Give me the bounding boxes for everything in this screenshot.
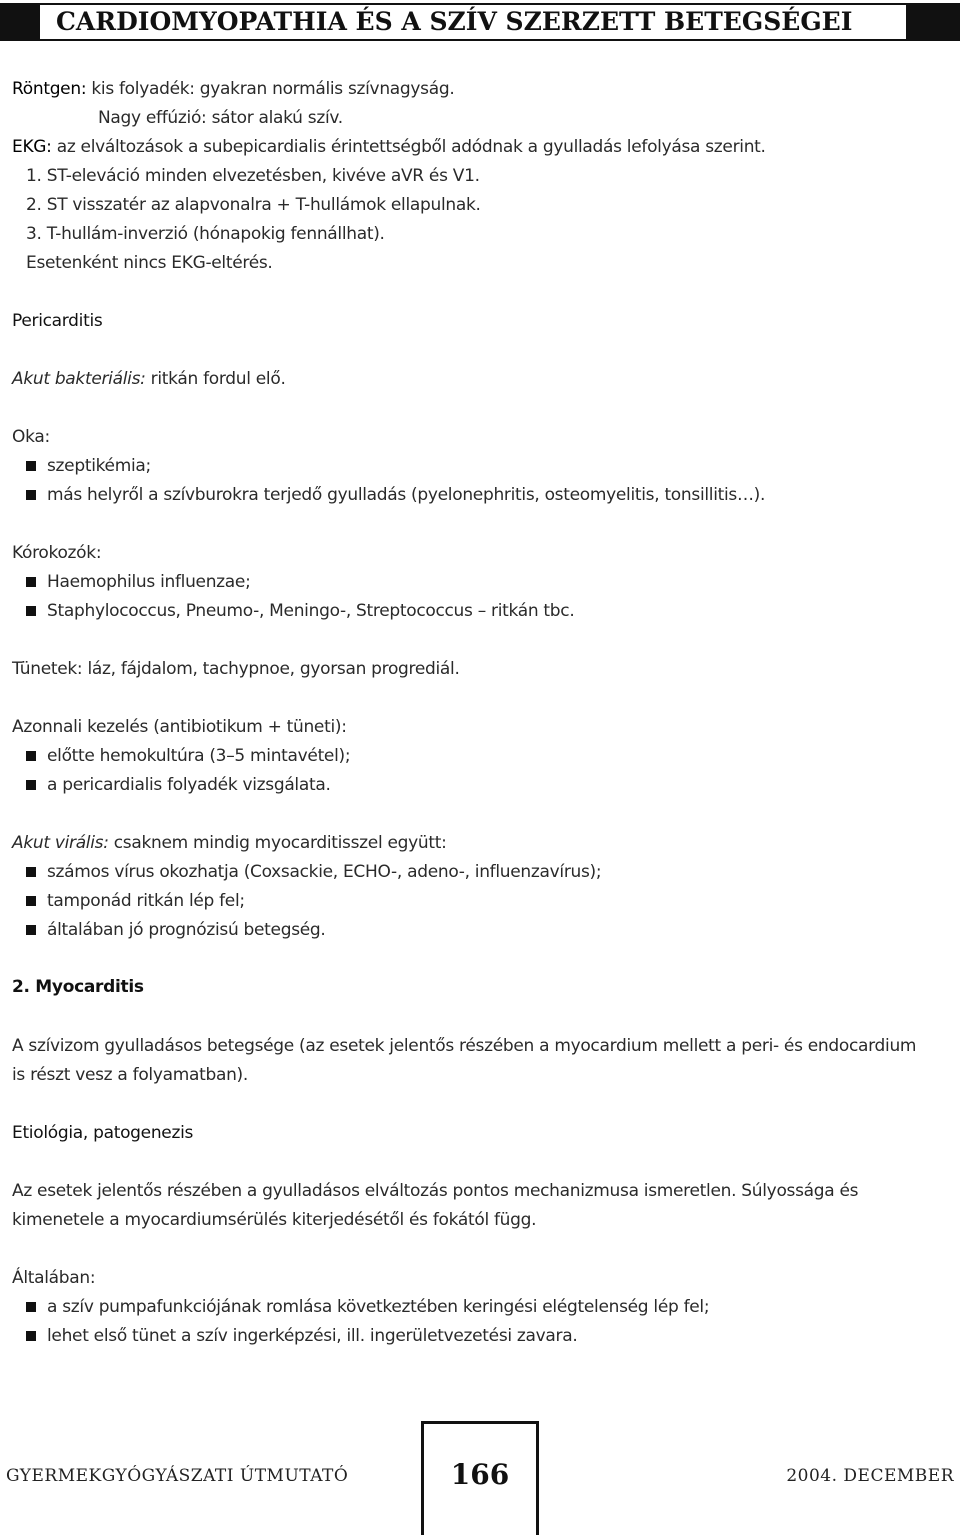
altalaban-label: Általában: [12,1268,96,1288]
etiologia-text-1: Az esetek jelentős részében a gyulladásos elváltozás pontos mechanizmusa ismeretlen. Súlyossága és [12,1181,859,1201]
altalaban-item-1: a szív pumpafunkciójának romlása következtében keringési elégtelenség lép fel; [47,1297,710,1317]
pericarditis-heading: Pericarditis [12,311,103,331]
etiologia-heading: Etiológia, patogenezis [12,1123,194,1143]
kezeles-item-2: a pericardialis folyadék vizsgálata. [47,775,331,795]
bullet [26,490,36,500]
rontgen-text-2: Nagy effúzió: sátor alakú szív. [98,108,343,128]
viralis-item-3: általában jó prognózisú betegség. [47,920,326,940]
footer-publication: GYERMEKGYÓGYÁSZATI ÚTMUTATÓ [6,1466,349,1486]
bullet [26,1302,36,1312]
viralis-label: Akut virális: [12,833,109,853]
viralis-text: csaknem mindig myocarditisszel együtt: [113,833,447,853]
korokozok-label: Kórokozók: [12,543,102,563]
bullet [26,751,36,761]
ekg-item-4: Esetenként nincs EKG-eltérés. [26,253,273,273]
rontgen-label: Röntgen: [12,79,87,99]
myocarditis-text-1: A szívizom gyulladásos betegsége (az esetek jelentős részében a myocardium mellett a peri- és endocardium [12,1036,917,1056]
korokozok-item-2: Staphylococcus, Pneumo-, Meningo-, Streptococcus – ritkán tbc. [47,601,575,621]
bullet [26,925,36,935]
ekg-item-2: 2. ST visszatér az alapvonalra + T-hullámok ellapulnak. [26,195,481,215]
chapter-title: CARDIOMYOPATHIA ÉS A SZÍV SZERZETT BETEGSÉGEI [40,3,906,41]
viralis-item-1: számos vírus okozhatja (Coxsackie, ECHO-, adeno-, influenzavírus); [47,862,602,882]
viralis-line [12,831,447,855]
tunetek-line: Tünetek: láz, fájdalom, tachypnoe, gyorsan progrediál. [12,659,460,679]
ekg-item-3: 3. T-hullám-inverzió (hónapokig fennállhat). [26,224,385,244]
oka-item-1: szeptikémia; [47,456,151,476]
bullet [26,461,36,471]
ekg-item-1: 1. ST-eleváció minden elvezetésben, kivéve aVR és V1. [26,166,480,186]
bullet [26,577,36,587]
kezeles-item-1: előtte hemokultúra (3–5 mintavétel); [47,746,351,766]
oka-item-2: más helyről a szívburokra terjedő gyulladás (pyelonephritis, osteomyelitis, tonsillitis…). [47,485,766,505]
kezeles-label: Azonnali kezelés (antibiotikum + tüneti): [12,717,347,737]
bullet [26,1331,36,1341]
footer-date: 2004. DECEMBER [786,1466,954,1486]
ekg-label: EKG: [12,137,52,157]
header-bar-right [906,3,960,41]
bakterialis-line [12,367,286,391]
page-number: 166 [450,1458,510,1491]
korokozok-item-1: Haemophilus influenzae; [47,572,251,592]
myocarditis-heading: 2. Myocarditis [12,977,144,997]
bullet [26,867,36,877]
rontgen-line [12,77,454,101]
viralis-item-2: tamponád ritkán lép fel; [47,891,245,911]
bullet [26,606,36,616]
header-bar-left [0,3,40,41]
ekg-text: az elváltozások a subepicardialis érintettségből adódnak a gyulladás lefolyása szerint. [56,137,766,157]
oka-label: Oka: [12,427,50,447]
rontgen-text: kis folyadék: gyakran normális szívnagyság. [91,79,455,99]
bullet [26,780,36,790]
bakterialis-text: ritkán fordul elő. [150,369,286,389]
bullet [26,896,36,906]
etiologia-text-2: kimenetele a myocardiumsérülés kiterjedésétől és fokától függ. [12,1210,537,1230]
ekg-line [12,135,766,159]
bakterialis-label: Akut bakteriális: [12,369,146,389]
myocarditis-text-2: is részt vesz a folyamatban). [12,1065,248,1085]
altalaban-item-2: lehet első tünet a szív ingerképzési, ill. ingerületvezetési zavara. [47,1326,578,1346]
